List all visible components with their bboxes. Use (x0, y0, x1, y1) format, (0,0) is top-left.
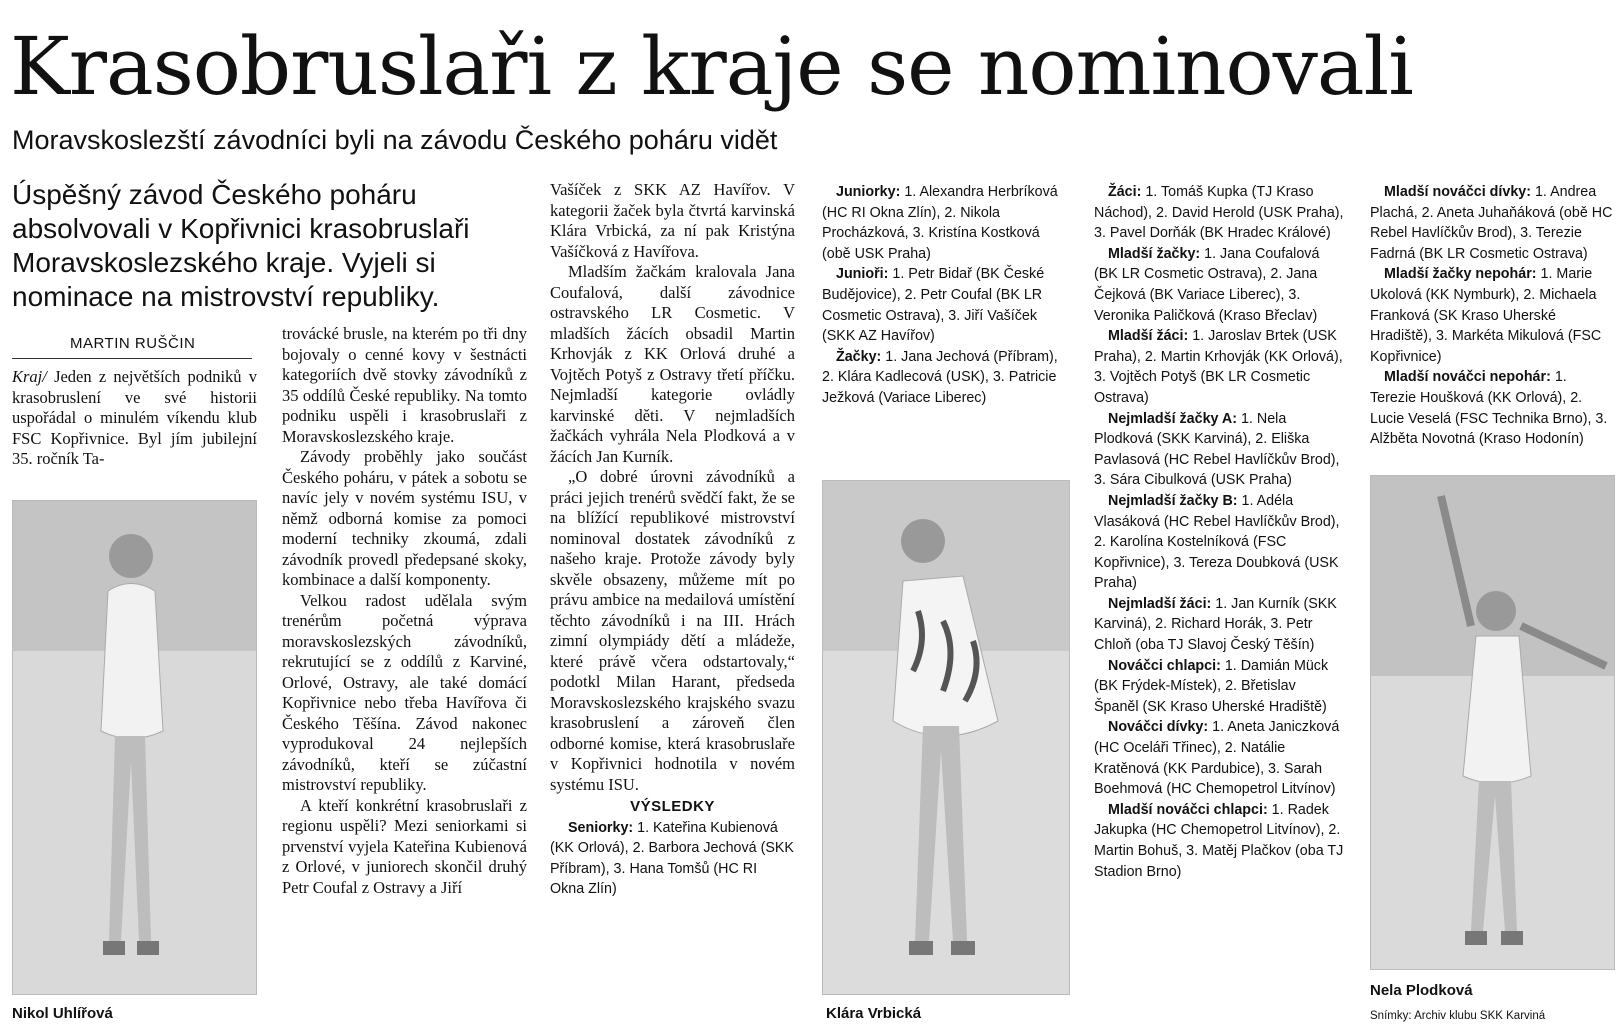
results-category: Mladší žačky nepohár: (1384, 266, 1537, 283)
results-item (1370, 264, 1615, 367)
results-item (1370, 182, 1615, 264)
results-item (1094, 326, 1344, 408)
paragraph-1: Jeden z největších podniků v krasobruslení ve své historii uspořádal o minulém víkendu klub FSC Kopřivnice. Byl jím jubilejní 35. ročník Ta- (12, 367, 257, 468)
results-text: 1. Petr Bidař (BK České Budějovice), 2. Petr Coufal (BK LR Cosmetic Ostrava), 3. Jiří Vašíček (SKK AZ Havířov) (822, 266, 1045, 345)
skater-figure-1 (13, 501, 256, 994)
results-category: Seniorky: (568, 819, 634, 836)
photo-caption-1: Nikol Uhlířová (12, 1005, 113, 1022)
article-column-1 (12, 367, 257, 487)
results-item (822, 347, 1067, 409)
results-item (1094, 594, 1344, 656)
results-text: 1. Nela Plodková (SKK Karviná), 2. Eliška Pavlasová (HC Rebel Havlíčkův Brod), 3. Sára Cibulková (USK Praha) (1094, 410, 1340, 489)
results-item (1094, 244, 1344, 326)
lead-paragraph: Úspěšný závod Českého poháru absolvovali v Kopřivnici krasobruslaři Moravskoslezského kraje. Vyjeli si nominace na mistrovství republiky. (12, 179, 470, 312)
results-text: 1. Terezie Houšková (KK Orlová), 2. Lucie Veselá (FSC Technika Brno), 3. Alžběta Novotná (Kraso Hodonín) (1370, 369, 1608, 448)
results-item (822, 264, 1067, 346)
results-category: Nováčci chlapci: (1108, 657, 1221, 674)
results-text: 1. Tomáš Kupka (TJ Kraso Náchod), 2. David Herold (USK Praha), 3. Pavel Dorňák (BK Hradec Králové) (1094, 184, 1344, 242)
skater-figure-2 (823, 481, 1069, 994)
paragraph-1-cont: trovácké brusle, na kterém po tři dny bojovaly o cenné kovy v šestnácti kategoriích dvě stovky závodníků z 35 oddílů České republiky. Na tomto podniku uspěli i krasobruslaři z Moravskoslezského kraje. (282, 324, 527, 446)
paragraph-2: Závody proběhly jako součást Českého poháru, v pátek a sobotu se navíc jely v novém systému ISU, v němž odborná komise za pomoci moderní techniky zkoumá, zdali závodník provedl předepsané skoky, kombinace a další komponenty. (282, 447, 527, 589)
results-text: 1. Alexandra Herbríková (HC RI Okna Zlín), 2. Nikola Procházková, 3. Kristína Kostková (obě USK Praha) (822, 184, 1058, 262)
results-category: Mladší nováčci chlapci: (1108, 801, 1268, 818)
byline: MARTIN RUŠČIN (70, 335, 196, 352)
results-category: Mladší žáci: (1108, 328, 1189, 345)
results-item (1094, 182, 1344, 244)
results-item (822, 182, 1067, 264)
results-category: Nejmladší žáci: (1108, 595, 1212, 612)
results-item (1094, 409, 1344, 491)
results-text: 1. Adéla Vlasáková (HC Rebel Havlíčkův Brod), 2. Karolína Kostelníková (FSC Kopřivnice), 3. Tereza Doubková (USK Praha) (1094, 492, 1340, 592)
photo-credit: Snímky: Archiv klubu SKK Karviná (1370, 1010, 1546, 1022)
dateline-place: Kraj/ (12, 367, 47, 386)
paragraph-3: Velkou radost udělala svým trenérům početná výprava moravskoslezských závodníků, rekrutující se z oddílů z Karviné, Orlové, Ostravy, ale také domácí Kopřivnice nebo třeba Havířova či Českého Těšína. Závod nakonec vyprodukoval 24 nejlepších závodníků, kteří se zúčastní mistrovství republiky. (282, 590, 527, 794)
photo-nela-plodkova (1370, 475, 1615, 970)
headline: Krasobruslaři z kraje se nominovali (10, 20, 1413, 113)
article-column-3 (550, 180, 795, 1032)
results-text: 1. Jana Jechová (Příbram), 2. Klára Kadlecová (USK), 3. Patricie Ježková (Variace Liberec) (822, 348, 1058, 406)
results-text: 1. Aneta Janiczková (HC Oceláři Třinec), 2. Natálie Kratěnová (KK Pardubice), 3. Sarah Boehmová (HC Chemopetrol Litvínov) (1094, 719, 1340, 798)
photo-klara-vrbicka (822, 480, 1070, 995)
results-category: Žačky: (836, 348, 882, 365)
results-column-6 (1370, 182, 1615, 462)
skater-figure-3 (1371, 476, 1614, 969)
results-category: Mladší žačky: (1108, 245, 1201, 262)
byline-rule (12, 358, 252, 359)
results-item (550, 818, 795, 900)
results-text: 1. Marie Ukolová (KK Nymburk), 2. Michaela Franková (SK Kraso Uherské Hradiště), 3. Markéta Mikulová (FSC Kopřivnice) (1370, 266, 1602, 365)
photo-caption-3: Nela Plodková (1370, 982, 1473, 999)
paragraph-6: „O dobré úrovni závodníků a práci jejich trenérů svědčí fakt, že se na blížící republikové mistrovství nominoval dostatek závodníků z našeho kraje. Protože závody byly skvěle obsazeny, můžeme mít po právu ambice na medailová umístění těchto závodníků i na III. Hrách zimní olympiády dětí a mládeže, které právě včera odstartovaly,“ podotkl Milan Harant, předseda Moravskoslezského krajského svazu krasobruslení a zároveň člen odborné komise, která krasobruslaře v Kopřivnici hodnotila v novém systému ISU. (550, 467, 795, 794)
results-text: 1. Jaroslav Brtek (USK Praha), 2. Martin Krhovják (KK Orlová), 3. Vojtěch Potyš (BK LR Cosmetic Ostrava) (1094, 328, 1343, 406)
results-text: 1. Radek Jakupka (HC Chemopetrol Litvínov), 2. Martin Bohuš, 3. Matěj Plačkov (oba TJ Stadion Brno) (1094, 801, 1344, 880)
photo-nikol-uhlirova (12, 500, 257, 995)
results-category: Mladší nováčci nepohár: (1384, 369, 1551, 386)
article-column-2 (282, 324, 527, 1032)
results-category: Junioři: (836, 266, 889, 283)
results-category: Juniorky: (836, 184, 901, 200)
paragraph-5: Mladším žačkám kralovala Jana Coufalová, další závodnice ostravského LR Cosmetic. V mladších žácích obsadil Martin Krhovják z KK Orlová druhé a Vojtěch Potyš z Ostravy třetí příčku. Nejmladší kategorie ovládly karvinské děti. V nejmladších žačkách vyhrála Nela Plodková a v žácích Jan Kurník. (550, 262, 795, 466)
results-text: 1. Jan Kurník (SKK Karviná), 2. Richard Horák, 3. Petr Chloň (oba TJ Slavoj Český Těšín) (1094, 595, 1337, 654)
results-item (1094, 800, 1344, 882)
results-column-4 (822, 182, 1067, 452)
results-column-5 (1094, 182, 1344, 1032)
paragraph-4: A kteří konkrétní krasobruslaři z regionu uspěli? Mezi seniorkami si prvenství vyjela Kateřina Kubienová z Orlové, v juniorech skončil druhý Petr Coufal z Ostravy a Jiří (282, 795, 527, 897)
results-text: 1. Jana Coufalová (BK LR Cosmetic Ostrava), 2. Jana Čejková (BK Variace Liberec), 3. Veronika Paličková (Kraso Břeclav) (1094, 245, 1320, 324)
results-item (1370, 367, 1615, 449)
subtitle: Moravskoslezští závodníci byli na závodu Českého poháru vidět (12, 125, 778, 155)
results-item (1094, 656, 1344, 718)
results-text: 1. Kateřina Kubienová (KK Orlová), 2. Barbora Jechová (SKK Příbram), 3. Hana Tomšů (HC RI Okna Zlín) (550, 819, 794, 898)
paragraph-4-cont: Vašíček z SKK AZ Havířov. V kategorii žaček byla čtvrtá karvinská Klára Vrbická, za ní pak Kristýna Vašíčková z Havířova. (550, 180, 795, 261)
results-category: Žáci: (1108, 184, 1142, 200)
results-item (1094, 491, 1344, 594)
results-heading: VÝSLEDKY (630, 798, 715, 815)
results-text: 1. Andrea Plachá, 2. Aneta Juhaňáková (obě HC Rebel Havlíčkův Brod), 3. Terezie Fadrná (BK LR Cosmetic Ostrava) (1370, 184, 1613, 262)
results-item (1094, 717, 1344, 799)
results-category: Mladší nováčci dívky: (1384, 184, 1531, 200)
results-text: 1. Damián Mück (BK Frýdek-Místek), 2. Břetislav Španěl (SK Kraso Uherské Hradiště) (1094, 657, 1329, 715)
results-category: Nováčci dívky: (1108, 719, 1209, 736)
results-category: Nejmladší žačky A: (1108, 410, 1237, 427)
photo-caption-2: Klára Vrbická (826, 1005, 922, 1022)
results-category: Nejmladší žačky B: (1108, 492, 1238, 509)
